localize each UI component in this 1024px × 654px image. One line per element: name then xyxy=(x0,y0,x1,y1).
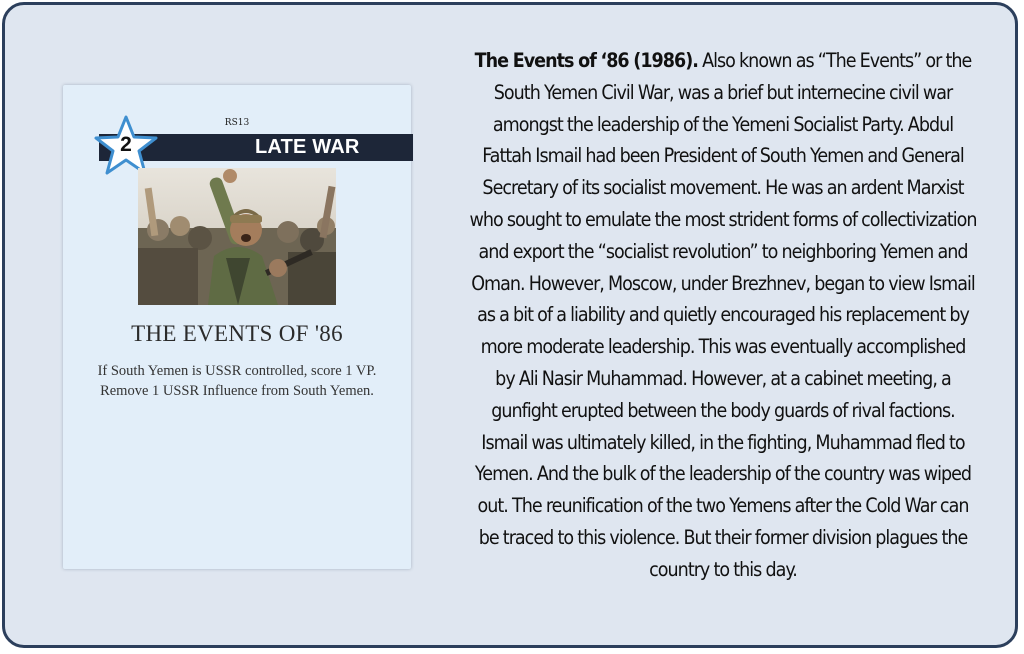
card-photo xyxy=(138,168,336,305)
event-description xyxy=(469,45,977,586)
card-text: If South Yemen is USSR controlled, score 1 VP. Remove 1 USSR Influence from South Yemen. xyxy=(97,363,377,399)
description-lead: The Events of ‘86 (1986). xyxy=(474,49,698,72)
ops-value: 2 xyxy=(120,133,132,156)
info-panel xyxy=(2,2,1018,648)
event-card[interactable] xyxy=(63,85,411,569)
card-code: RS13 xyxy=(224,118,250,128)
description-body: Also known as “The Events” or the South Yemen Civil War, was a brief but internecine civil war amongst the leadership of the Yemeni Socialist Party. Abdul Fattah Ismail had been President of South Yemen and General Secretary of its socialist movement. He was an ardent Marxist who sought to emulate the most strident forms of collectivization and export the “socialist revolution” to neighboring Yemen and Oman. However, Moscow, under Brezhnev, began to view Ismail as a bit of a liability and quietly encouraged his replacement by more moderate leadership. This was eventually accomplished by Ali Nasir Muhammad. However, at a cabinet meeting, a gunfight erupted between the body guards of rival factions. Ismail was ultimately killed, in the fighting, Muhammad fled to Yemen. And the bulk of the leadership of the country was wiped out. The reunification of the two Yemens after the Cold War can be traced to this violence. But their former division plagues the country to this day. xyxy=(469,49,977,581)
era-banner: LATE WAR xyxy=(99,134,413,161)
card-title: THE EVENTS OF '86 xyxy=(131,321,343,346)
